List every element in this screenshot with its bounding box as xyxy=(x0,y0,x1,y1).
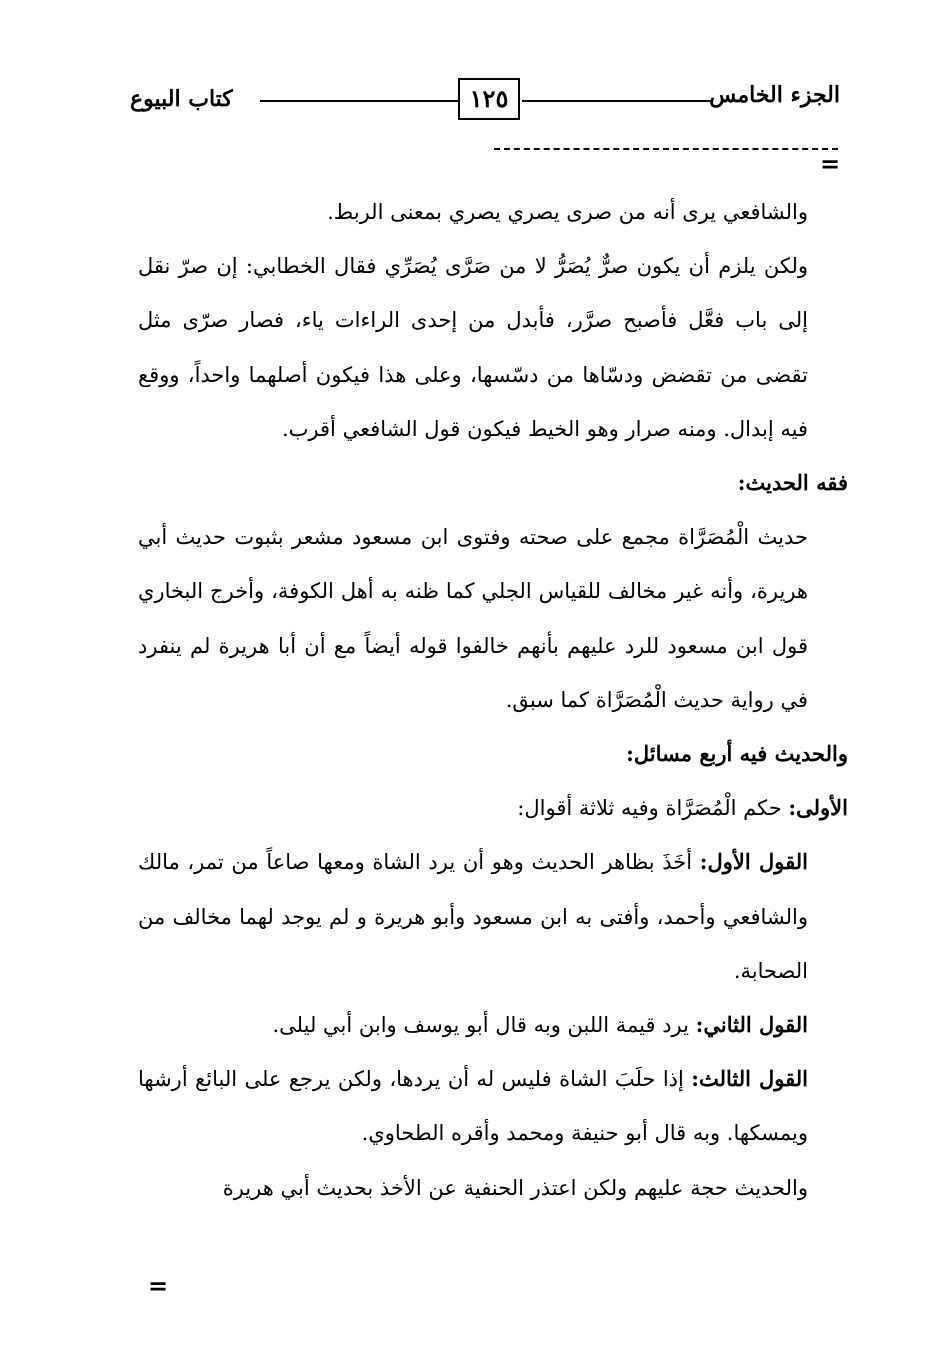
page-number: ١٢٥ xyxy=(469,84,509,113)
first-issue-label: الأولى: xyxy=(788,795,848,821)
paragraph-musarrat: حديث الْمُصَرَّاة مجمع على صحته وفتوى ابن مسعود مشعر بثبوت حديث أبي هريرة، وأنه غير مخالف للقياس الجلي كما ظنه به أهل الكوفة، وأخرج البخاري قول ابن مسعود للرد عليهم بأنهم خالفوا قوله أيضاً مع أن أبا هريرة لم ينفرد في رواية حديث الْمُصَرَّاة كما سبق. xyxy=(138,525,808,712)
paragraph-opinion-3 xyxy=(138,1052,848,1160)
first-issue-text: حكم الْمُصَرَّاة وفيه ثلاثة أقوال: xyxy=(517,796,789,821)
page-body xyxy=(138,185,848,1215)
page-number-box xyxy=(458,78,520,120)
opinion-2-text: يرد قيمة اللبن وبه قال أبو يوسف وابن أبي ليلى. xyxy=(272,1013,696,1038)
paragraph-first-issue xyxy=(138,781,848,835)
paragraph-opinion-1 xyxy=(138,835,848,998)
opinion-1-label: القول الأول: xyxy=(699,849,808,875)
continuation-dashed-rule xyxy=(494,148,838,150)
volume-title: الجزء الخامس xyxy=(709,82,840,108)
book-title: كتاب البيوع xyxy=(130,86,233,112)
paragraph-khattabi: ولكن يلزم أن يكون صرٌّ يُصَرُّ لا من صَرَّى يُصَرِّي فقال الخطابي: إن صرّ نقل إلى باب فعَّل فأصبح صرَّر، فأبدل من إحدى الراءات ياء، فصار صرّى مثل تقضى من تقضض ودسّاها من دسّسها، وعلى هذا فيكون أصلهما واحداً، ووقع فيه إبدال. ومنه صرار وهو الخيط فيكون قول الشافعي أقرب. xyxy=(138,254,808,441)
section-heading-fiqh: فقه الحديث: xyxy=(737,470,848,496)
continuation-mark-top: = xyxy=(820,149,841,178)
opinion-3-text: إذا حلَبَ الشاة فليس له أن يردها، ولكن يرجع على البائع أرشها ويمسكها. وبه قال أبو حنيفة ومحمد وأقره الطحاوي. xyxy=(138,1067,808,1146)
header-rule-right xyxy=(522,100,712,102)
section-heading-issues: والحديث فيه أربع مسائل: xyxy=(626,741,848,767)
opinion-3-label: القول الثالث: xyxy=(691,1066,808,1092)
paragraph-opinion-2 xyxy=(138,998,848,1052)
continuation-mark-bottom: = xyxy=(148,1271,169,1300)
paragraph-hanafi: والحديث حجة عليهم ولكن اعتذر الحنفية عن الأخذ بحديث أبي هريرة xyxy=(222,1175,808,1200)
paragraph-shafii: والشافعي يرى أنه من صرى يصري يصري بمعنى الربط. xyxy=(327,200,808,224)
opinion-1-text: أخَذَ بظاهر الحديث وهو أن يرد الشاة ومعها صاعاً من تمر، مالك والشافعي وأحمد، وأفتى به ابن مسعود وأبو هريرة و لم يوجد لهما مخالف من الصحابة. xyxy=(138,850,808,983)
opinion-2-label: القول الثاني: xyxy=(695,1012,808,1038)
page-header xyxy=(120,78,850,128)
header-rule-left xyxy=(260,100,458,102)
